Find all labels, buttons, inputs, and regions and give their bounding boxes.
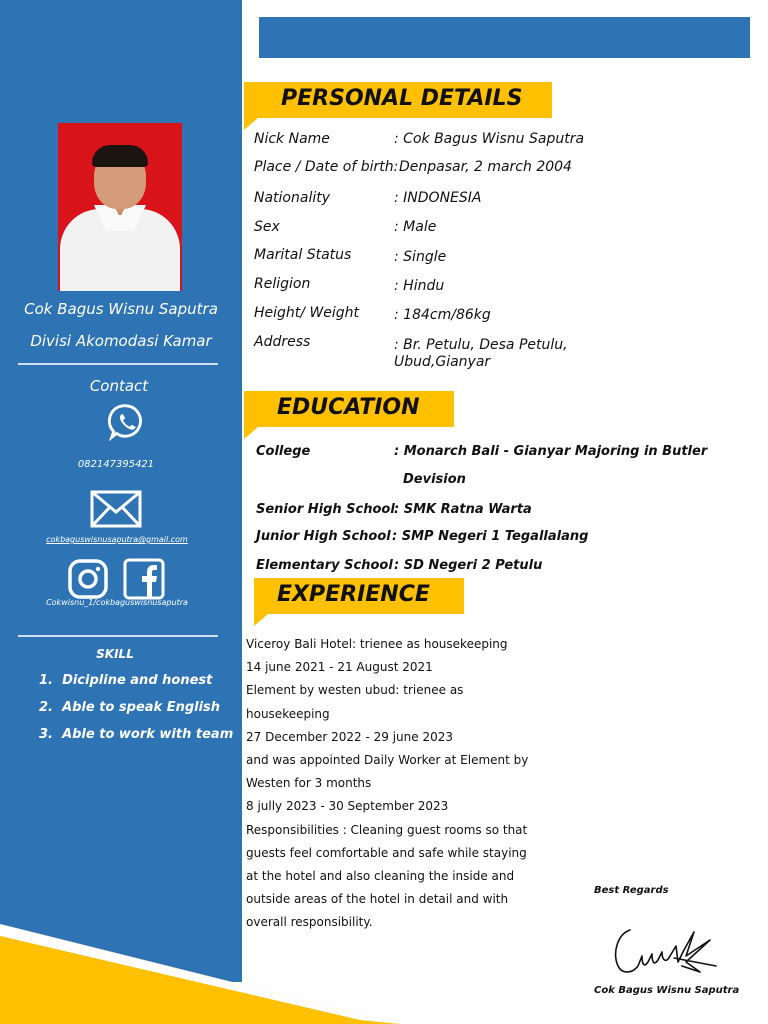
experience-banner [254,578,464,614]
skill-list [26,673,233,754]
section-title: EXPERIENCE [277,582,430,607]
corner-decoration [0,920,400,1024]
education-banner [244,391,454,427]
section-title: PERSONAL DETAILS [281,86,523,111]
mail-icon[interactable] [90,490,142,528]
list-item: 27 December 2022 - 29 june 2023 [246,729,453,744]
list-item: and was appointed Daily Worker at Element by [246,752,529,767]
divider [18,635,218,637]
phone-number: 082147395421 [77,459,155,470]
signed-name: Cok Bagus Wisnu Saputra [594,985,740,996]
sidebar [0,0,242,982]
divider [18,363,218,365]
header-banner [259,17,750,58]
list-item: 3. Able to work with team [39,727,234,742]
list-item: Viceroy Bali Hotel: trienee as housekeeping [246,637,508,651]
sidebar-role: Divisi Akomodasi Kamar [30,332,212,350]
section-title: EDUCATION [277,395,420,420]
list-item: at the hotel and also cleaning the inside and [246,868,515,883]
list-item: 14 june 2021 - 21 August 2021 [246,660,433,675]
profile-photo [58,123,182,291]
list-item: Element by westen ubud: trienee as [246,683,464,698]
list-item: overall responsibility. [246,915,373,930]
list-item: 1. Dicipline and honest [39,673,213,688]
contact-heading: Contact [89,377,149,395]
closing-regards: Best Regards [594,885,669,896]
whatsapp-icon[interactable] [108,403,146,441]
personal-details-banner [244,82,552,118]
facebook-icon[interactable] [123,558,165,600]
signature [608,922,718,982]
list-item: guests feel comfortable and safe while staying [246,845,527,860]
email-link[interactable]: cokbaguswisnusaputra@gmail.com [46,535,188,544]
list-item: 8 jully 2023 - 30 September 2023 [246,799,449,814]
social-handle: Cokwisnu_1/cokbaguswisnusaputra [46,598,188,607]
sidebar-name: Cok Bagus Wisnu Saputra [24,300,218,318]
list-item: 2. Able to speak English [39,700,221,715]
skill-heading: SKILL [96,647,134,661]
list-item: Responsibilities : Cleaning guest rooms so that [246,822,528,837]
list-item: outside areas of the hotel in detail and with [246,892,509,907]
address-line-2: Ubud,Gianyar [394,354,491,370]
list-item: housekeeping [246,706,330,721]
experience-list [246,634,546,935]
list-item: Westen for 3 months [246,776,372,791]
instagram-icon[interactable] [67,558,109,600]
